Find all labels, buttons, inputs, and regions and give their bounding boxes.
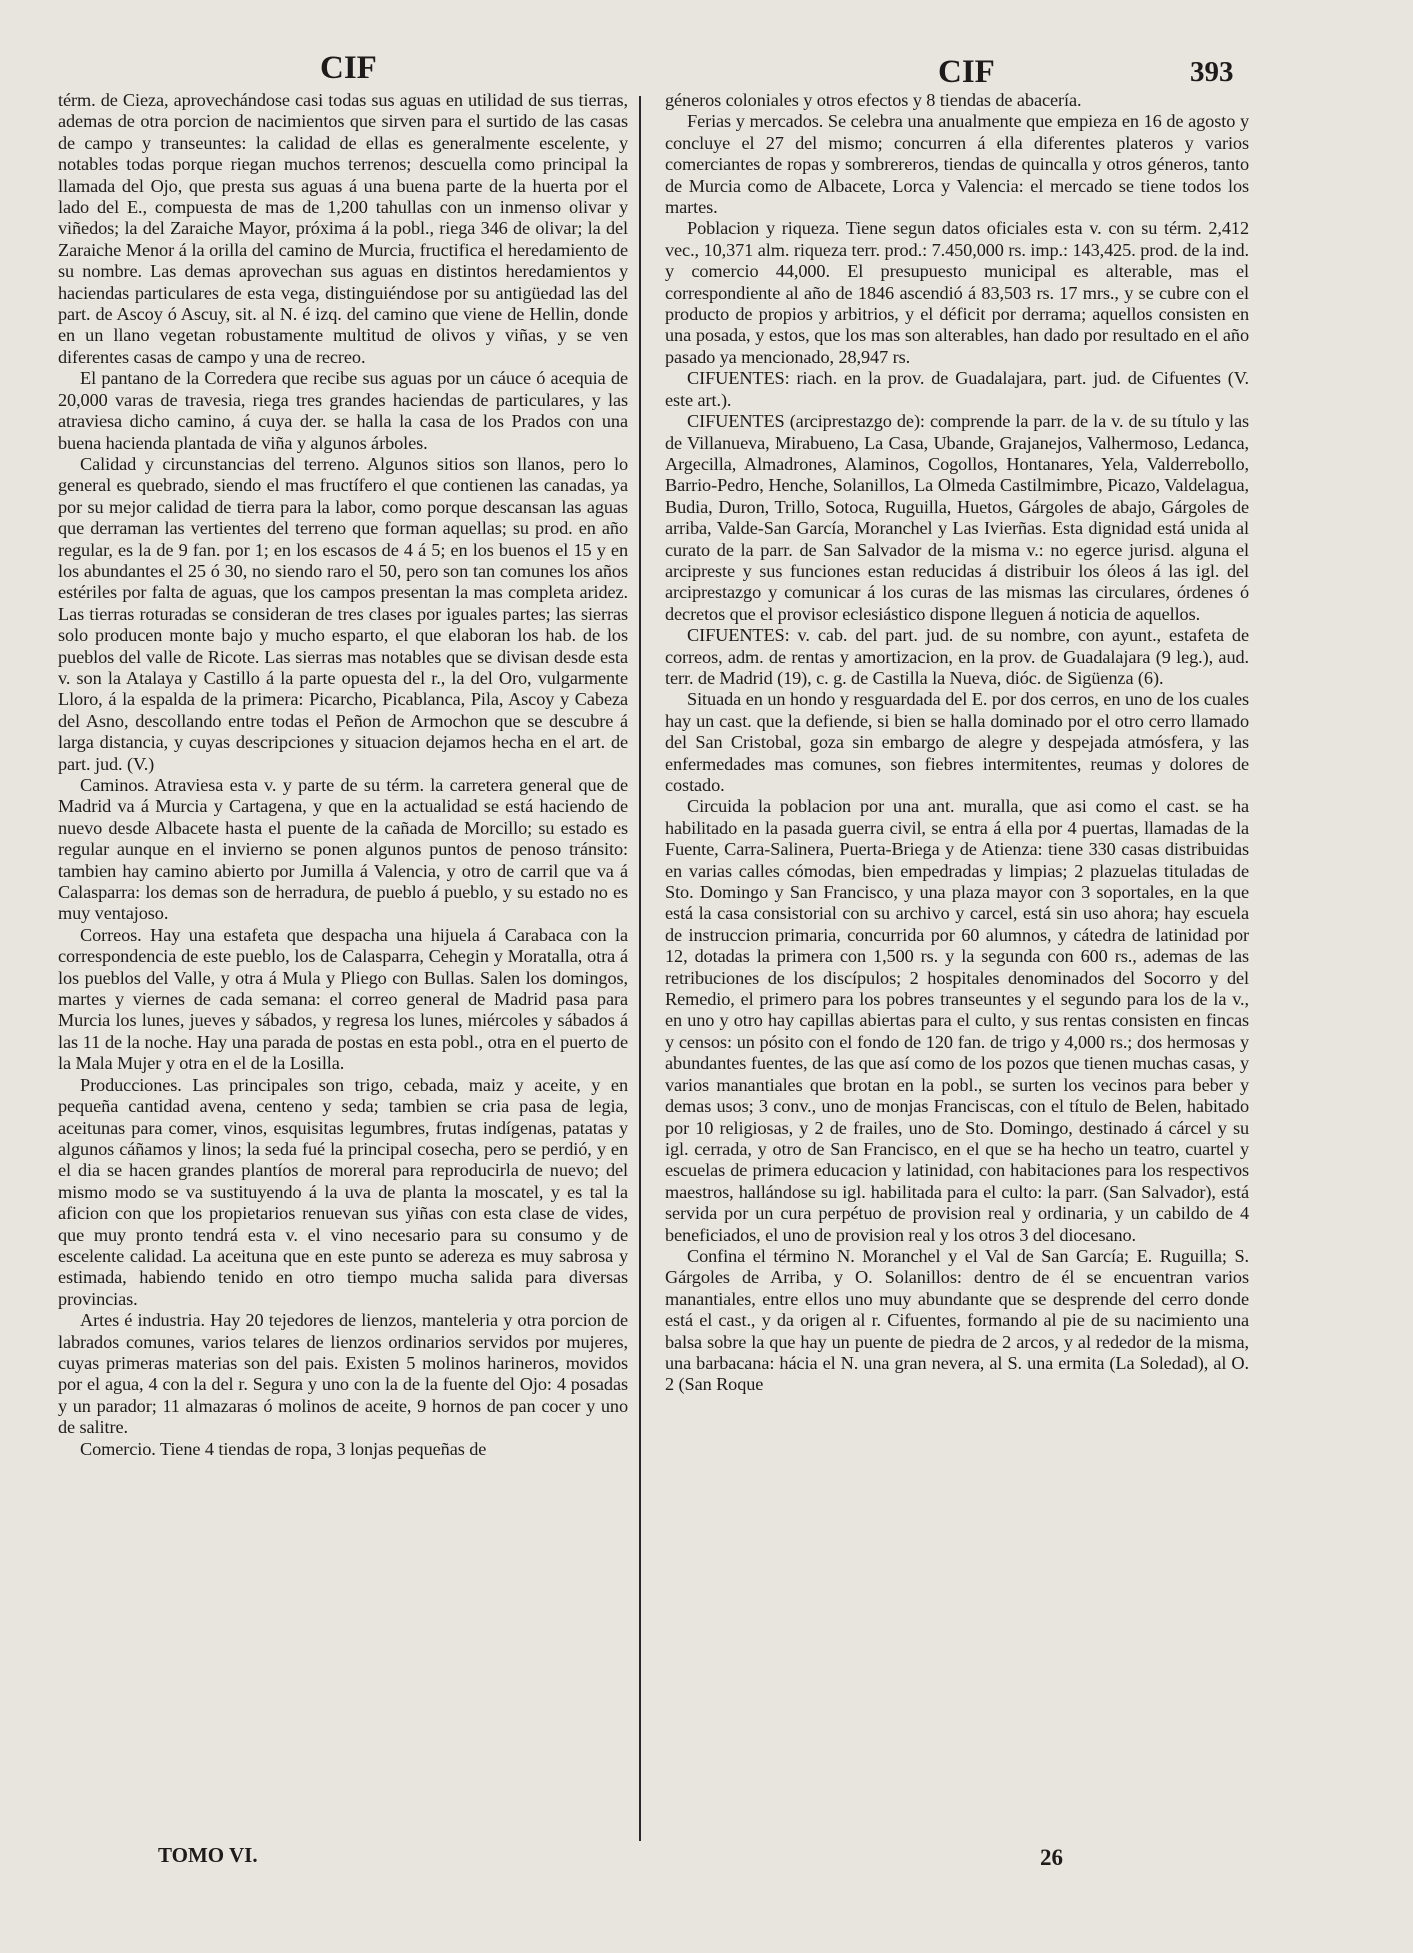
running-header: [0, 42, 1413, 90]
page-footer: [0, 1843, 1413, 1883]
paragraph: CIFUENTES: v. cab. del part. jud. de su nombre, con ayunt., estafeta de correos, adm. de rentas y amortizacion, en la prov. de Guadalajara (9 leg.), aud. terr. de Madrid (19), c. g. de Castilla la Nueva, dióc. de Sigüenza (6).: [665, 625, 1249, 688]
paragraph: Artes é industria. Hay 20 tejedores de lienzos, manteleria y otra porcion de labrados comunes, varios telares de lienzos ordinarios servidos por mujeres, cuyas primeras materias son del pais. Existen 5 molinos harineros, movidos por el agua, 4 con la del r. Segura y uno con la de la fuente del Ojo: 4 posadas y un parador; 11 almazaras ó molinos de aceite, 9 hornos de pan cocer y uno de salitre.: [58, 1310, 628, 1438]
paragraph: Circuida la poblacion por una ant. muralla, que asi como el cast. se ha habilitado en la pasada guerra civil, se entra á ella por 4 puertas, llamadas de la Fuente, Carra-Salinera, Puerta-Briega y de Atienza: tiene 330 casas distribuidas en varias calles cómodas, bien empedradas y limpias; 2 plazuelas tituladas de Sto. Domingo y San Francisco, y una plaza mayor con 3 soportales, en la que está la casa consistorial con su archivo y carcel, está sin uso ahora; hay escuela de instruccion primaria, concurrida por 60 alumnos, y cátedra de latinidad por 12, dotadas la primera con 1,500 rs. y la segunda con 600 rs., ademas de las retribuciones de los discípulos; 2 hospitales denominados del Socorro y del Remedio, el primero para los pobres transeuntes y el segundo para los de la v., en uno y otro hay capillas abiertas para el culto, y sus rentas consisten en fincas y censos: un pósito con el fondo de 120 fan. de trigo y 4,000 rs.; dos hermosas y abundantes fuentes, de las que así como de los pozos que tienen muchas casas, y varios manantiales que brotan en la pobl., se surten los vecinos para beber y demas usos; 3 conv., uno de monjas Franciscas, con el título de Belen, habitado por 10 religiosas, y 2 de frailes, uno de Sto. Domingo, destinado á cárcel y su igl. cerrada, y otro de San Francisco, en el que se ha hecho un teatro, cuartel y escuelas de primera educacion y latinidad, con habitaciones para los respectivos maestros, hallándose su igl. habilitada para el culto: la parr. (San Salvador), está servida por un cura perpétuo de provision real y ordinaria, y un cabildo de 4 beneficiados, el uno de provision real y los otros 3 del diocesano.: [665, 796, 1249, 1245]
volume-label: TOMO VI.: [158, 1843, 258, 1867]
paragraph: Correos. Hay una estafeta que despacha una hijuela á Carabaca con la correspondencia de este pueblo, los de Calasparra, Cehegin y Moratalla, otra á los pueblos del Valle, y otra á Mula y Pliego con Bullas. Salen los domingos, martes y viernes de cada semana: el correo general de Madrid pasa para Murcia los lunes, jueves y sábados, y regresa los lunes, miércoles y sábados á las 11 de la noche. Hay una parada de postas en esta pobl., otra en el puerto de la Mala Mujer y otra en el de la Losilla.: [58, 924, 628, 1074]
paragraph: térm. de Cieza, aprovechándose casi todas sus aguas en utilidad de sus tierras, ademas de otra porcion de nacimientos que sirven para el surtido de las casas de campo y transeuntes: la calidad de ellas es generalmente escelente, y notables todas porque riegan muchos terrenos; descuella como principal la llamada del Ojo, que presta sus aguas á una buena parte de la huerta por el lado del E., compuesta de mas de 1,200 tahullas con un inmenso olivar y viñedos; la del Zaraiche Mayor, próxima á la pobl., riega 346 de olivar; la del Zaraiche Menor á la orilla del camino de Murcia, fructifica el heredamiento de su nombre. Las demas aprovechan sus aguas en distintos heredamientos y haciendas particulares de esta vega, distinguiéndose por su antigüedad las del part. de Ascoy ó Ascuy, sit. al N. é izq. del camino que viene de Hellin, donde en un llano vegetan robustamente multitud de olivos y viñas, y se ven diferentes casas de campo y una de recreo.: [58, 90, 628, 367]
header-left-word: CIF: [320, 50, 377, 86]
paragraph: Producciones. Las principales son trigo, cebada, maiz y aceite, y en pequeña cantidad avena, centeno y seda; tambien se cria pasa de legia, aceitunas para comer, vinos, esquisitas legumbres, frutas indígenas, patatas y algunos cáñamos y linos; la seda fué la principal cosecha, pero se perdió, y en el dia se hacen grandes plantíos de moreral para reproducirla de nuevo; del mismo modo se va sustituyendo á la uva de planta la moscatel, y es tal la aficion con que los propietarios renuevan sus yiñas con esta clase de vides, que muy pronto tendrá esta v. el vino necesario para su consumo y de escelente calidad. La aceituna que en este punto se adereza es muy sabrosa y estimada, habiendo tenido en otro tiempo mucha salida para diversas provincias.: [58, 1074, 628, 1309]
paragraph: CIFUENTES: riach. en la prov. de Guadalajara, part. jud. de Cifuentes (V. este art.).: [665, 368, 1249, 410]
paragraph: CIFUENTES (arciprestazgo de): comprende la parr. de la v. de su título y las de Villanueva, Mirabueno, La Casa, Ubande, Grajanejos, Valhermoso, Ledanca, Argecilla, Almadrones, Alaminos, Cogollos, Hontanares, Yela, Valderrebollo, Barrio-Pedro, Henche, Solanillos, La Olmeda Castilmimbre, Picazo, Valdelagua, Budia, Duron, Trillo, Sotoca, Ruguilla, Huetos, Gárgoles de abajo, Gárgoles de arriba, Valde-San García, Moranchel y Las Ivierñas. Esta dignidad está unida al curato de la parr. de San Salvador de la misma v.: no egerce jurisd. alguna el arcipreste y sus funciones estan reducidas á distribuir los óleos á las igl. del arciprestazgo y comunicar á los curas de las mismas las circulares, órdenes ó decretos que el provisor eclesiástico dispone lleguen á noticia de aquellos.: [665, 411, 1249, 624]
header-right-word: CIF: [938, 54, 995, 90]
signature-mark: 26: [1040, 1845, 1063, 1870]
paragraph: Confina el término N. Moranchel y el Val de San García; E. Ruguilla; S. Gárgoles de Arriba, y O. Solanillos: dentro de él se encuentran varios manantiales, entre ellos uno muy abundante que se desprende del cerro donde está el cast., y da origen al r. Cifuentes, formando al pie de su nacimiento una balsa sobre la que hay un puente de piedra de 2 arcos, y al rededor de la misma, una barbacana: hácia el N. una gran nevera, al S. una ermita (La Soledad), al O. 2 (San Roque: [665, 1245, 1249, 1395]
paragraph: Poblacion y riqueza. Tiene segun datos oficiales esta v. con su térm. 2,412 vec., 10,371 alm. riqueza terr. prod.: 7.450,000 rs. imp.: 143,425. prod. de la ind. y comercio 44,000. El presupuesto municipal es alterable, mas el correspondiente al año de 1846 ascendió á 83,503 rs. 17 mrs., y se cubre con el producto de propios y arbitrios, y el déficit por derrama; aquellos consisten en una posada, y estos, que los mas son alterables, han dado por resultado en el año pasado ya mencionado, 28,947 rs.: [665, 218, 1249, 367]
paragraph: Caminos. Atraviesa esta v. y parte de su térm. la carretera general que de Madrid va á Murcia y Cartagena, y que en la actualidad se está haciendo de nuevo desde Albacete hasta el puente de la cañada de Morcillo; su estado es regular aunque en el invierno se ponen algunos puntos de penoso tránsito: tambien hay camino abierto por Jumilla á Valencia, y otro de carril que va á Calasparra: los demas son de herradura, de pueblo á pueblo, y su estado no es muy ventajoso.: [58, 775, 628, 924]
left-column: [58, 90, 628, 1845]
column-divider: [639, 96, 641, 1841]
paragraph: géneros coloniales y otros efectos y 8 tiendas de abacería.: [665, 90, 1082, 110]
paragraph: Situada en un hondo y resguardada del E. por dos cerros, en uno de los cuales hay un cast. que la defiende, si bien se halla dominado por el otro cerro llamado del San Cristobal, goza sin embargo de alegre y despejada atmósfera, y las enfermedades mas comunes, son fiebres intermitentes, reumas y dolores de costado.: [665, 689, 1249, 795]
right-column: [665, 90, 1249, 1845]
paragraph: Comercio. Tiene 4 tiendas de ropa, 3 lonjas pequeñas de: [80, 1438, 487, 1459]
page-number: 393: [1190, 56, 1234, 88]
paragraph: Calidad y circunstancias del terreno. Algunos sitios son llanos, pero lo general es quebrado, siendo el mas fructífero el que contienen las canadas, ya por su mejor calidad de tierra para la labor, como porque descansan las aguas que derraman las vertientes del terreno que forman aquellas; su prod. en año regular, es la de 9 fan. por 1; en los escasos de 4 á 5; en los buenos el 15 y en los abundantes el 25 ó 30, no siendo raro el 50, pero son tan comunes los años estériles por falta de aguas, que los campos presentan la mas completa aridez. Las tierras roturadas se consideran de tres clases por iguales partes; las sierras solo producen monte bajo y mucho esparto, el que elaboran los hab. de los pueblos del valle de Ricote. Las sierras mas notables que se divisan desde esta v. son la Atalaya y Castillo á la parte opuesta del r., la del Oro, vulgarmente Lloro, á la espalda de la primera: Picarcho, Picablanca, Pila, Ascoy y Cabeza del Asno, descollando entre todas el Peñon de Armochon que se descubre á larga distancia, y cuyas descripciones y situacion dejamos hecha en el art. de part. jud. (V.): [58, 453, 628, 774]
paragraph: Ferias y mercados. Se celebra una anualmente que empieza en 16 de agosto y concluye el 27 del mismo; concurren á ella diferentes plateros y varios comerciantes de ropas y sombrereros, tiendas de quincalla y otros géneros, tanto de Murcia como de Albacete, Lorca y Valencia: el mercado se tiene todos los martes.: [665, 111, 1249, 218]
paragraph: El pantano de la Corredera que recibe sus aguas por un cáuce ó acequia de 20,000 varas de travesia, riega tres grandes haciendas de particulares, y las atraviesa dicho camino, á cuya der. se halla la casa de los Prados con una buena hacienda plantada de viña y algunos árboles.: [58, 368, 628, 453]
